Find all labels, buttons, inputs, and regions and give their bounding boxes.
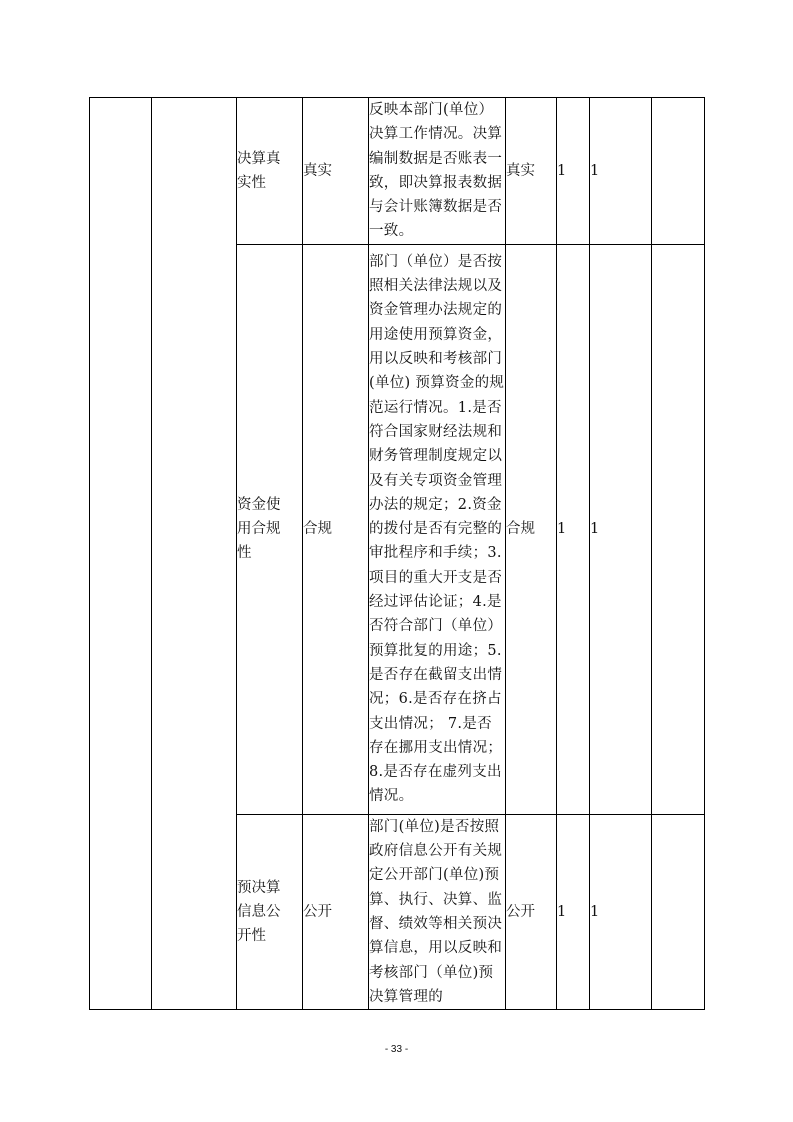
indicator-cell — [237, 98, 303, 245]
result-cell: 公开 — [506, 814, 557, 1009]
description-cell: 部门（单位）是否按照相关法律法规以及资金管理办法规定的用途使用预算资金，用以反映和考核部门(单位) 预算资金的规范运行情况。1.是否符合国家财经法规和财务管理制度规定以及有关专项资金管理办法的规定；2.资金的拨付是否有完整的审批程序和手续；3.项目的重大开支是否经过评估论证；4.是否符合部门（单位）预算批复的用途；5.是否存在截留支出情况；6.是否存在挤占支出情况； 7.是否存在挪用支出情况；8.是否存在虚列支出情况。 — [369, 244, 506, 814]
description-cell: 部门(单位)是否按照政府信息公开有关规定公开部门(单位)预算、执行、决算、监督、绩效等相关预决算信息，用以反映和考核部门（单位)预决算管理的 — [369, 814, 506, 1009]
page-number: - 33 - — [384, 1044, 409, 1055]
remark-cell — [652, 814, 705, 1009]
indicator-line: 信息公 — [237, 903, 281, 920]
standard-cell: 公开 — [303, 814, 369, 1009]
indicator-line: 实性 — [237, 174, 266, 191]
weight-cell: 1 — [557, 98, 590, 245]
weight-cell: 1 — [557, 814, 590, 1009]
evaluation-table — [89, 97, 705, 1010]
score-cell: 1 — [590, 244, 652, 814]
standard-cell: 合规 — [303, 244, 369, 814]
score-cell: 1 — [590, 98, 652, 245]
result-cell: 合规 — [506, 244, 557, 814]
indicator-cell — [237, 814, 303, 1009]
level1-indicator-cell — [90, 98, 152, 1010]
standard-cell: 真实 — [303, 98, 369, 245]
indicator-line: 预决算 — [237, 879, 281, 896]
result-cell: 真实 — [506, 98, 557, 245]
indicator-cell — [237, 244, 303, 814]
indicator-line: 决算真 — [237, 150, 281, 167]
remark-cell — [652, 244, 705, 814]
table-row — [90, 98, 705, 245]
score-cell: 1 — [590, 814, 652, 1009]
indicator-line: 用合规 — [237, 521, 281, 538]
indicator-line: 开性 — [237, 928, 266, 945]
level2-indicator-cell — [152, 98, 237, 1010]
remark-cell — [652, 98, 705, 245]
indicator-line: 性 — [237, 545, 252, 562]
description-cell: 反映本部门(单位）决算工作情况。决算编制数据是否账表一致，即决算报表数据与会计账簿数据是否一致。 — [369, 98, 506, 245]
weight-cell: 1 — [557, 244, 590, 814]
indicator-line: 资金使 — [237, 496, 281, 513]
